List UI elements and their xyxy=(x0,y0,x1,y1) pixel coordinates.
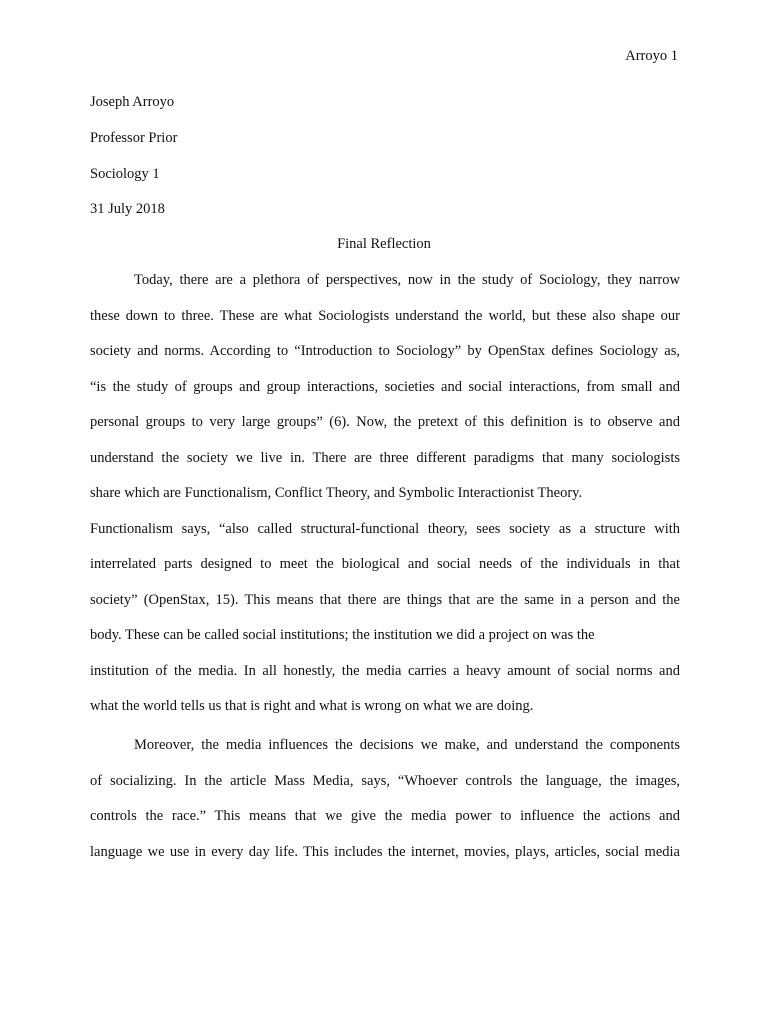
body-line: Moreover, the media influences the decisions we make, and understand the components xyxy=(134,737,680,753)
professor-name: Professor Prior xyxy=(90,129,178,146)
body-line: interrelated parts designed to meet the biological and social needs of the individuals in that xyxy=(90,556,680,572)
body-line: of socializing. In the article Mass Media, says, “Whoever controls the language, the images, xyxy=(90,772,680,789)
body-line: society and norms. According to “Introduction to Sociology” by OpenStax defines Sociology as, xyxy=(90,343,680,359)
body-line: body. These can be called social institutions; the institution we did a project on was the xyxy=(90,627,595,643)
body-line: Today, there are a plethora of perspectives, now in the study of Sociology, they narrow xyxy=(134,272,680,288)
mla-heading xyxy=(90,92,177,235)
body-line: institution of the media. In all honestly, the media carries a heavy amount of social norms and xyxy=(90,662,680,679)
body-line: language we use in every day life. This includes the internet, movies, plays, articles, social media xyxy=(90,843,680,860)
paragraph-1 xyxy=(90,270,680,732)
body-line: share which are Functionalism, Conflict Theory, and Symbolic Interactionist Theory. xyxy=(90,485,583,501)
paper-date: 31 July 2018 xyxy=(90,201,165,218)
body-line: these down to three. These are what Sociologists understand the world, but these also shape our xyxy=(90,307,680,324)
body-line: “is the study of groups and group interactions, societies and social interactions, from small and xyxy=(90,378,680,395)
body-line: Functionalism says, “also called structural-functional theory, sees society as a structure with xyxy=(90,520,680,537)
body-line: controls the race.” This means that we give the media power to influence the actions and xyxy=(90,808,680,824)
body-line: what the world tells us that is right and what is wrong on what we are doing. xyxy=(90,698,534,714)
body-line: society” (OpenStax, 15). This means that there are things that are the same in a person and the xyxy=(90,591,680,608)
paragraph-2 xyxy=(90,735,680,877)
paper-title: Final Reflection xyxy=(337,236,431,252)
running-head: Arroyo 1 xyxy=(625,48,678,64)
body-line: understand the society we live in. There are three different paradigms that many sociologists xyxy=(90,449,680,466)
body-line: personal groups to very large groups” (6). Now, the pretext of this definition is to observe and xyxy=(90,414,680,430)
course-name: Sociology 1 xyxy=(90,165,160,182)
author-name: Joseph Arroyo xyxy=(90,94,175,110)
